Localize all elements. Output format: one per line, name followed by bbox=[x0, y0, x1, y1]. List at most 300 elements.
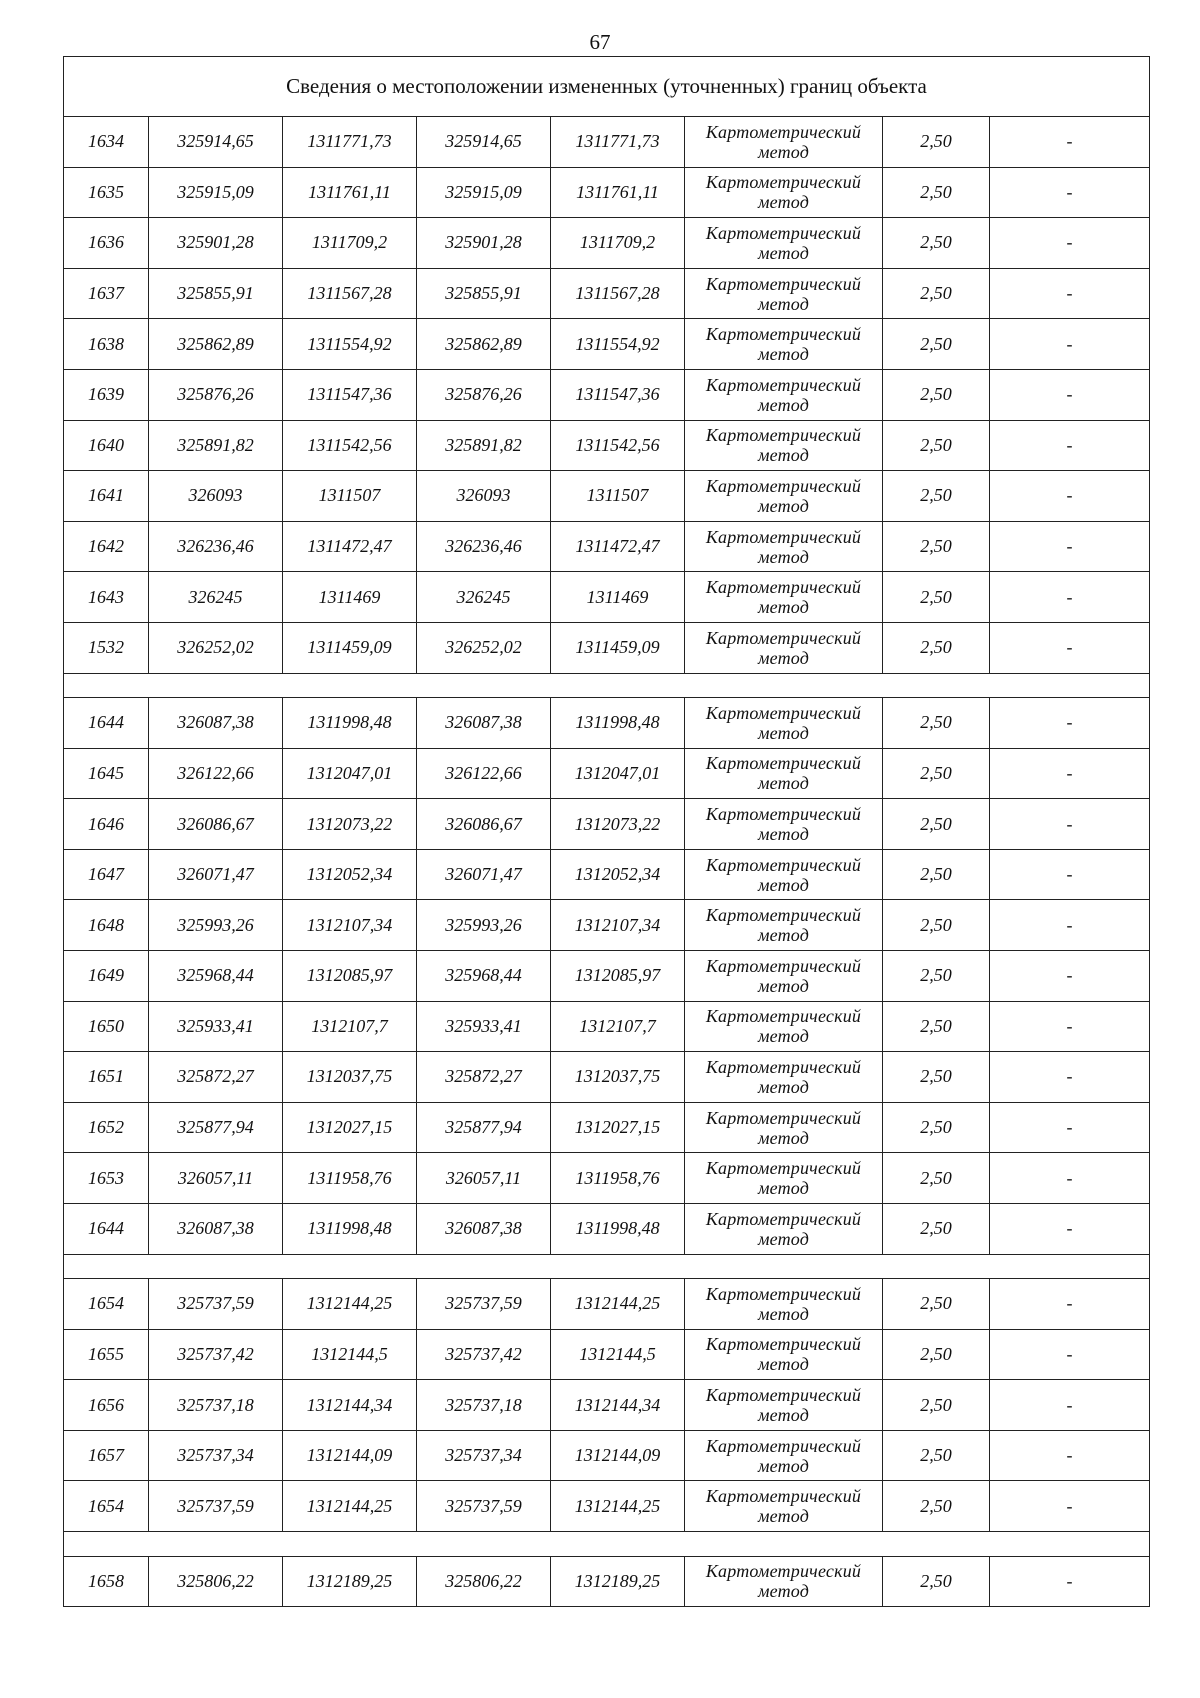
y-refined-cell: 1312144,34 bbox=[551, 1380, 685, 1431]
method-label-line1: Картометрический bbox=[705, 273, 862, 294]
method-label-line2: метод bbox=[757, 1076, 810, 1097]
x-refined-cell: 325901,28 bbox=[417, 218, 551, 269]
note-cell: - bbox=[990, 167, 1150, 218]
x-refined-cell: 325877,94 bbox=[417, 1102, 551, 1153]
method-label-line1: Картометрический bbox=[705, 955, 862, 976]
method-cell bbox=[685, 1102, 883, 1153]
y-existing-cell: 1311554,92 bbox=[283, 319, 417, 370]
table-row bbox=[64, 1279, 1150, 1330]
method-cell bbox=[685, 1329, 883, 1380]
note-cell: - bbox=[990, 1052, 1150, 1103]
method-label-line2: метод bbox=[757, 1405, 810, 1426]
method-label-line1: Картометрический bbox=[705, 475, 862, 496]
x-refined-cell: 326093 bbox=[417, 471, 551, 522]
x-refined-cell: 325862,89 bbox=[417, 319, 551, 370]
point-number-cell: 1638 bbox=[64, 319, 149, 370]
accuracy-cell: 2,50 bbox=[883, 748, 990, 799]
y-refined-cell: 1311507 bbox=[551, 471, 685, 522]
point-number-cell: 1641 bbox=[64, 471, 149, 522]
method-label-line1: Картометрический bbox=[705, 1435, 862, 1456]
table-row bbox=[64, 420, 1150, 471]
y-refined-cell: 1311547,36 bbox=[551, 369, 685, 420]
x-existing-cell: 325877,94 bbox=[149, 1102, 283, 1153]
accuracy-cell: 2,50 bbox=[883, 369, 990, 420]
note-cell: - bbox=[990, 268, 1150, 319]
x-existing-cell: 325891,82 bbox=[149, 420, 283, 471]
point-number-cell: 1635 bbox=[64, 167, 149, 218]
table-row bbox=[64, 1380, 1150, 1431]
method-label-line1: Картометрический bbox=[705, 627, 862, 648]
method-cell bbox=[685, 698, 883, 749]
accuracy-cell: 2,50 bbox=[883, 849, 990, 900]
table-row bbox=[64, 471, 1150, 522]
point-number-cell: 1646 bbox=[64, 799, 149, 850]
x-refined-cell: 326086,67 bbox=[417, 799, 551, 850]
method-label-line1: Картометрический bbox=[705, 1561, 862, 1582]
table-row bbox=[64, 369, 1150, 420]
y-refined-cell: 1311567,28 bbox=[551, 268, 685, 319]
x-existing-cell: 325915,09 bbox=[149, 167, 283, 218]
method-cell bbox=[685, 1203, 883, 1254]
y-refined-cell: 1312144,25 bbox=[551, 1279, 685, 1330]
accuracy-cell: 2,50 bbox=[883, 218, 990, 269]
method-cell bbox=[685, 167, 883, 218]
method-label-line1: Картометрический bbox=[705, 854, 862, 875]
x-refined-cell: 325968,44 bbox=[417, 951, 551, 1002]
x-refined-cell: 326245 bbox=[417, 572, 551, 623]
x-existing-cell: 325914,65 bbox=[149, 117, 283, 168]
note-cell: - bbox=[990, 1279, 1150, 1330]
point-number-cell: 1639 bbox=[64, 369, 149, 420]
accuracy-cell: 2,50 bbox=[883, 622, 990, 673]
method-label-line2: метод bbox=[757, 1354, 810, 1375]
point-number-cell: 1655 bbox=[64, 1329, 149, 1380]
note-cell: - bbox=[990, 1481, 1150, 1532]
table-row bbox=[64, 167, 1150, 218]
x-existing-cell: 325855,91 bbox=[149, 268, 283, 319]
table-row bbox=[64, 900, 1150, 951]
table-row bbox=[64, 1430, 1150, 1481]
point-number-cell: 1634 bbox=[64, 117, 149, 168]
x-existing-cell: 325737,34 bbox=[149, 1430, 283, 1481]
y-refined-cell: 1311459,09 bbox=[551, 622, 685, 673]
x-existing-cell: 325901,28 bbox=[149, 218, 283, 269]
accuracy-cell: 2,50 bbox=[883, 900, 990, 951]
method-cell bbox=[685, 849, 883, 900]
x-refined-cell: 326057,11 bbox=[417, 1153, 551, 1204]
accuracy-cell: 2,50 bbox=[883, 167, 990, 218]
y-existing-cell: 1312085,97 bbox=[283, 951, 417, 1002]
table-row bbox=[64, 622, 1150, 673]
method-label-line2: метод bbox=[757, 824, 810, 845]
method-label-line2: метод bbox=[757, 192, 810, 213]
note-cell: - bbox=[990, 117, 1150, 168]
section-separator-row bbox=[64, 1254, 1150, 1279]
method-label-line2: метод bbox=[757, 1455, 810, 1476]
method-cell bbox=[685, 572, 883, 623]
point-number-cell: 1647 bbox=[64, 849, 149, 900]
x-refined-cell: 326087,38 bbox=[417, 698, 551, 749]
accuracy-cell: 2,50 bbox=[883, 1279, 990, 1330]
y-existing-cell: 1311958,76 bbox=[283, 1153, 417, 1204]
method-label-line2: метод bbox=[757, 242, 810, 263]
accuracy-cell: 2,50 bbox=[883, 1052, 990, 1103]
y-existing-cell: 1312052,34 bbox=[283, 849, 417, 900]
note-cell: - bbox=[990, 319, 1150, 370]
method-label-line1: Картометрический bbox=[705, 1158, 862, 1179]
method-cell bbox=[685, 369, 883, 420]
y-refined-cell: 1312052,34 bbox=[551, 849, 685, 900]
method-label-line2: метод bbox=[757, 394, 810, 415]
table-row bbox=[64, 1481, 1150, 1532]
x-existing-cell: 326093 bbox=[149, 471, 283, 522]
point-number-cell: 1636 bbox=[64, 218, 149, 269]
method-label-line2: метод bbox=[757, 1506, 810, 1527]
y-refined-cell: 1311998,48 bbox=[551, 698, 685, 749]
method-label-line1: Картометрический bbox=[705, 1107, 862, 1128]
x-existing-cell: 325737,42 bbox=[149, 1329, 283, 1380]
x-refined-cell: 325806,22 bbox=[417, 1556, 551, 1607]
table-row bbox=[64, 1556, 1150, 1607]
note-cell: - bbox=[990, 748, 1150, 799]
note-cell: - bbox=[990, 1203, 1150, 1254]
point-number-cell: 1637 bbox=[64, 268, 149, 319]
y-existing-cell: 1312037,75 bbox=[283, 1052, 417, 1103]
y-existing-cell: 1311507 bbox=[283, 471, 417, 522]
note-cell: - bbox=[990, 369, 1150, 420]
method-label-line1: Картометрический bbox=[705, 1056, 862, 1077]
method-cell bbox=[685, 521, 883, 572]
point-number-cell: 1658 bbox=[64, 1556, 149, 1607]
y-existing-cell: 1312189,25 bbox=[283, 1556, 417, 1607]
y-existing-cell: 1311761,11 bbox=[283, 167, 417, 218]
x-refined-cell: 325993,26 bbox=[417, 900, 551, 951]
y-existing-cell: 1312047,01 bbox=[283, 748, 417, 799]
table-row bbox=[64, 951, 1150, 1002]
y-existing-cell: 1312107,7 bbox=[283, 1001, 417, 1052]
accuracy-cell: 2,50 bbox=[883, 799, 990, 850]
table-row bbox=[64, 748, 1150, 799]
table-row bbox=[64, 572, 1150, 623]
table-title: Сведения о местоположении измененных (уточненных) границ объекта bbox=[64, 57, 1150, 117]
y-existing-cell: 1311469 bbox=[283, 572, 417, 623]
note-cell: - bbox=[990, 1329, 1150, 1380]
point-number-cell: 1642 bbox=[64, 521, 149, 572]
method-label-line2: метод bbox=[757, 1581, 810, 1602]
table-row bbox=[64, 268, 1150, 319]
note-cell: - bbox=[990, 521, 1150, 572]
note-cell: - bbox=[990, 849, 1150, 900]
accuracy-cell: 2,50 bbox=[883, 471, 990, 522]
method-label-line1: Картометрический bbox=[705, 222, 862, 243]
x-existing-cell: 326057,11 bbox=[149, 1153, 283, 1204]
method-cell bbox=[685, 748, 883, 799]
accuracy-cell: 2,50 bbox=[883, 1001, 990, 1052]
method-label-line1: Картометрический bbox=[705, 905, 862, 926]
x-refined-cell: 325933,41 bbox=[417, 1001, 551, 1052]
x-existing-cell: 326245 bbox=[149, 572, 283, 623]
y-existing-cell: 1311998,48 bbox=[283, 698, 417, 749]
y-refined-cell: 1311998,48 bbox=[551, 1203, 685, 1254]
note-cell: - bbox=[990, 951, 1150, 1002]
accuracy-cell: 2,50 bbox=[883, 521, 990, 572]
y-refined-cell: 1312144,25 bbox=[551, 1481, 685, 1532]
method-label-line1: Картометрический bbox=[705, 577, 862, 598]
x-refined-cell: 326252,02 bbox=[417, 622, 551, 673]
x-refined-cell: 326236,46 bbox=[417, 521, 551, 572]
y-refined-cell: 1312144,09 bbox=[551, 1430, 685, 1481]
accuracy-cell: 2,50 bbox=[883, 951, 990, 1002]
method-cell bbox=[685, 951, 883, 1002]
accuracy-cell: 2,50 bbox=[883, 698, 990, 749]
x-refined-cell: 326087,38 bbox=[417, 1203, 551, 1254]
x-refined-cell: 325737,59 bbox=[417, 1481, 551, 1532]
y-refined-cell: 1312027,15 bbox=[551, 1102, 685, 1153]
y-refined-cell: 1311542,56 bbox=[551, 420, 685, 471]
note-cell: - bbox=[990, 1102, 1150, 1153]
y-existing-cell: 1312144,34 bbox=[283, 1380, 417, 1431]
method-label-line1: Картометрический bbox=[705, 425, 862, 446]
y-existing-cell: 1311547,36 bbox=[283, 369, 417, 420]
note-cell: - bbox=[990, 471, 1150, 522]
y-refined-cell: 1312189,25 bbox=[551, 1556, 685, 1607]
note-cell: - bbox=[990, 1380, 1150, 1431]
x-refined-cell: 325737,34 bbox=[417, 1430, 551, 1481]
method-cell bbox=[685, 319, 883, 370]
x-existing-cell: 326236,46 bbox=[149, 521, 283, 572]
table-row bbox=[64, 849, 1150, 900]
method-cell bbox=[685, 218, 883, 269]
method-label-line2: метод bbox=[757, 293, 810, 314]
note-cell: - bbox=[990, 1153, 1150, 1204]
x-existing-cell: 326252,02 bbox=[149, 622, 283, 673]
method-label-line1: Картометрический bbox=[705, 702, 862, 723]
point-number-cell: 1649 bbox=[64, 951, 149, 1002]
method-cell bbox=[685, 1556, 883, 1607]
accuracy-cell: 2,50 bbox=[883, 319, 990, 370]
y-refined-cell: 1311554,92 bbox=[551, 319, 685, 370]
y-refined-cell: 1312073,22 bbox=[551, 799, 685, 850]
x-refined-cell: 325872,27 bbox=[417, 1052, 551, 1103]
point-number-cell: 1640 bbox=[64, 420, 149, 471]
boundary-coordinates-table bbox=[63, 56, 1150, 1607]
method-label-line1: Картометрический bbox=[705, 753, 862, 774]
table-row bbox=[64, 698, 1150, 749]
method-label-line2: метод bbox=[757, 445, 810, 466]
method-label-line2: метод bbox=[757, 975, 810, 996]
method-cell bbox=[685, 1279, 883, 1330]
method-label-line2: метод bbox=[757, 925, 810, 946]
note-cell: - bbox=[990, 698, 1150, 749]
note-cell: - bbox=[990, 1556, 1150, 1607]
method-cell bbox=[685, 1481, 883, 1532]
x-existing-cell: 325876,26 bbox=[149, 369, 283, 420]
method-label-line2: метод bbox=[757, 546, 810, 567]
y-existing-cell: 1311459,09 bbox=[283, 622, 417, 673]
x-existing-cell: 326071,47 bbox=[149, 849, 283, 900]
y-refined-cell: 1312107,34 bbox=[551, 900, 685, 951]
table-row bbox=[64, 1001, 1150, 1052]
y-refined-cell: 1312037,75 bbox=[551, 1052, 685, 1103]
y-existing-cell: 1312144,25 bbox=[283, 1279, 417, 1330]
y-refined-cell: 1311761,11 bbox=[551, 167, 685, 218]
method-label-line1: Картометрический bbox=[705, 1334, 862, 1355]
x-existing-cell: 325737,18 bbox=[149, 1380, 283, 1431]
y-existing-cell: 1311567,28 bbox=[283, 268, 417, 319]
method-cell bbox=[685, 1380, 883, 1431]
section-separator bbox=[64, 1254, 1150, 1279]
point-number-cell: 1654 bbox=[64, 1481, 149, 1532]
y-existing-cell: 1311472,47 bbox=[283, 521, 417, 572]
x-existing-cell: 325737,59 bbox=[149, 1481, 283, 1532]
accuracy-cell: 2,50 bbox=[883, 1556, 990, 1607]
y-refined-cell: 1311771,73 bbox=[551, 117, 685, 168]
method-cell bbox=[685, 471, 883, 522]
note-cell: - bbox=[990, 622, 1150, 673]
point-number-cell: 1653 bbox=[64, 1153, 149, 1204]
accuracy-cell: 2,50 bbox=[883, 420, 990, 471]
method-label-line2: метод bbox=[757, 1127, 810, 1148]
section-separator bbox=[64, 673, 1150, 698]
table-row bbox=[64, 218, 1150, 269]
point-number-cell: 1643 bbox=[64, 572, 149, 623]
point-number-cell: 1651 bbox=[64, 1052, 149, 1103]
point-number-cell: 1532 bbox=[64, 622, 149, 673]
y-refined-cell: 1312047,01 bbox=[551, 748, 685, 799]
accuracy-cell: 2,50 bbox=[883, 572, 990, 623]
point-number-cell: 1652 bbox=[64, 1102, 149, 1153]
note-cell: - bbox=[990, 900, 1150, 951]
point-number-cell: 1654 bbox=[64, 1279, 149, 1330]
method-label-line1: Картометрический bbox=[705, 1208, 862, 1229]
y-existing-cell: 1312144,25 bbox=[283, 1481, 417, 1532]
y-refined-cell: 1312144,5 bbox=[551, 1329, 685, 1380]
table-row bbox=[64, 319, 1150, 370]
y-existing-cell: 1312073,22 bbox=[283, 799, 417, 850]
method-label-line2: метод bbox=[757, 1178, 810, 1199]
point-number-cell: 1650 bbox=[64, 1001, 149, 1052]
x-refined-cell: 325915,09 bbox=[417, 167, 551, 218]
point-number-cell: 1645 bbox=[64, 748, 149, 799]
point-number-cell: 1644 bbox=[64, 1203, 149, 1254]
y-existing-cell: 1311542,56 bbox=[283, 420, 417, 471]
method-label-line1: Картометрический bbox=[705, 121, 862, 142]
y-refined-cell: 1311958,76 bbox=[551, 1153, 685, 1204]
method-cell bbox=[685, 622, 883, 673]
table-row bbox=[64, 117, 1150, 168]
method-label-line2: метод bbox=[757, 1228, 810, 1249]
method-label-line1: Картометрический bbox=[705, 374, 862, 395]
method-label-line1: Картометрический bbox=[705, 804, 862, 825]
accuracy-cell: 2,50 bbox=[883, 1153, 990, 1204]
accuracy-cell: 2,50 bbox=[883, 1380, 990, 1431]
point-number-cell: 1644 bbox=[64, 698, 149, 749]
accuracy-cell: 2,50 bbox=[883, 1481, 990, 1532]
method-label-line2: метод bbox=[757, 1026, 810, 1047]
accuracy-cell: 2,50 bbox=[883, 1203, 990, 1254]
x-refined-cell: 326122,66 bbox=[417, 748, 551, 799]
table-row bbox=[64, 799, 1150, 850]
y-existing-cell: 1312027,15 bbox=[283, 1102, 417, 1153]
method-label-line1: Картометрический bbox=[705, 1006, 862, 1027]
x-existing-cell: 326086,67 bbox=[149, 799, 283, 850]
method-label-line1: Картометрический bbox=[705, 1385, 862, 1406]
x-existing-cell: 325806,22 bbox=[149, 1556, 283, 1607]
accuracy-cell: 2,50 bbox=[883, 117, 990, 168]
x-refined-cell: 325737,59 bbox=[417, 1279, 551, 1330]
note-cell: - bbox=[990, 1430, 1150, 1481]
note-cell: - bbox=[990, 572, 1150, 623]
note-cell: - bbox=[990, 1001, 1150, 1052]
method-cell bbox=[685, 1001, 883, 1052]
x-existing-cell: 326122,66 bbox=[149, 748, 283, 799]
point-number-cell: 1657 bbox=[64, 1430, 149, 1481]
method-label-line2: метод bbox=[757, 773, 810, 794]
method-cell bbox=[685, 799, 883, 850]
point-number-cell: 1648 bbox=[64, 900, 149, 951]
method-label-line2: метод bbox=[757, 495, 810, 516]
method-cell bbox=[685, 117, 883, 168]
y-existing-cell: 1312144,09 bbox=[283, 1430, 417, 1481]
point-number-cell: 1656 bbox=[64, 1380, 149, 1431]
x-existing-cell: 325872,27 bbox=[149, 1052, 283, 1103]
y-existing-cell: 1312107,34 bbox=[283, 900, 417, 951]
y-existing-cell: 1311709,2 bbox=[283, 218, 417, 269]
table-row bbox=[64, 1052, 1150, 1103]
accuracy-cell: 2,50 bbox=[883, 268, 990, 319]
method-label-line2: метод bbox=[757, 344, 810, 365]
note-cell: - bbox=[990, 218, 1150, 269]
section-separator-row bbox=[64, 1532, 1150, 1557]
x-refined-cell: 325737,42 bbox=[417, 1329, 551, 1380]
method-label-line1: Картометрический bbox=[705, 1283, 862, 1304]
method-label-line1: Картометрический bbox=[705, 526, 862, 547]
accuracy-cell: 2,50 bbox=[883, 1102, 990, 1153]
x-existing-cell: 325993,26 bbox=[149, 900, 283, 951]
method-label-line2: метод bbox=[757, 1303, 810, 1324]
x-existing-cell: 325968,44 bbox=[149, 951, 283, 1002]
method-cell bbox=[685, 1153, 883, 1204]
accuracy-cell: 2,50 bbox=[883, 1329, 990, 1380]
y-existing-cell: 1311998,48 bbox=[283, 1203, 417, 1254]
method-label-line1: Картометрический bbox=[705, 172, 862, 193]
x-existing-cell: 325737,59 bbox=[149, 1279, 283, 1330]
note-cell: - bbox=[990, 420, 1150, 471]
method-cell bbox=[685, 420, 883, 471]
table-row bbox=[64, 1203, 1150, 1254]
x-existing-cell: 326087,38 bbox=[149, 698, 283, 749]
table-row bbox=[64, 521, 1150, 572]
method-label-line2: метод bbox=[757, 141, 810, 162]
method-label-line1: Картометрический bbox=[705, 1486, 862, 1507]
method-cell bbox=[685, 268, 883, 319]
accuracy-cell: 2,50 bbox=[883, 1430, 990, 1481]
table-row bbox=[64, 1102, 1150, 1153]
y-refined-cell: 1311469 bbox=[551, 572, 685, 623]
table-row bbox=[64, 1329, 1150, 1380]
section-separator bbox=[64, 1532, 1150, 1557]
method-cell bbox=[685, 900, 883, 951]
method-label-line2: метод bbox=[757, 597, 810, 618]
table-title-row bbox=[64, 57, 1150, 117]
x-existing-cell: 325933,41 bbox=[149, 1001, 283, 1052]
x-refined-cell: 325891,82 bbox=[417, 420, 551, 471]
note-cell: - bbox=[990, 799, 1150, 850]
method-label-line1: Картометрический bbox=[705, 324, 862, 345]
x-refined-cell: 325914,65 bbox=[417, 117, 551, 168]
table-row bbox=[64, 1153, 1150, 1204]
x-refined-cell: 325855,91 bbox=[417, 268, 551, 319]
